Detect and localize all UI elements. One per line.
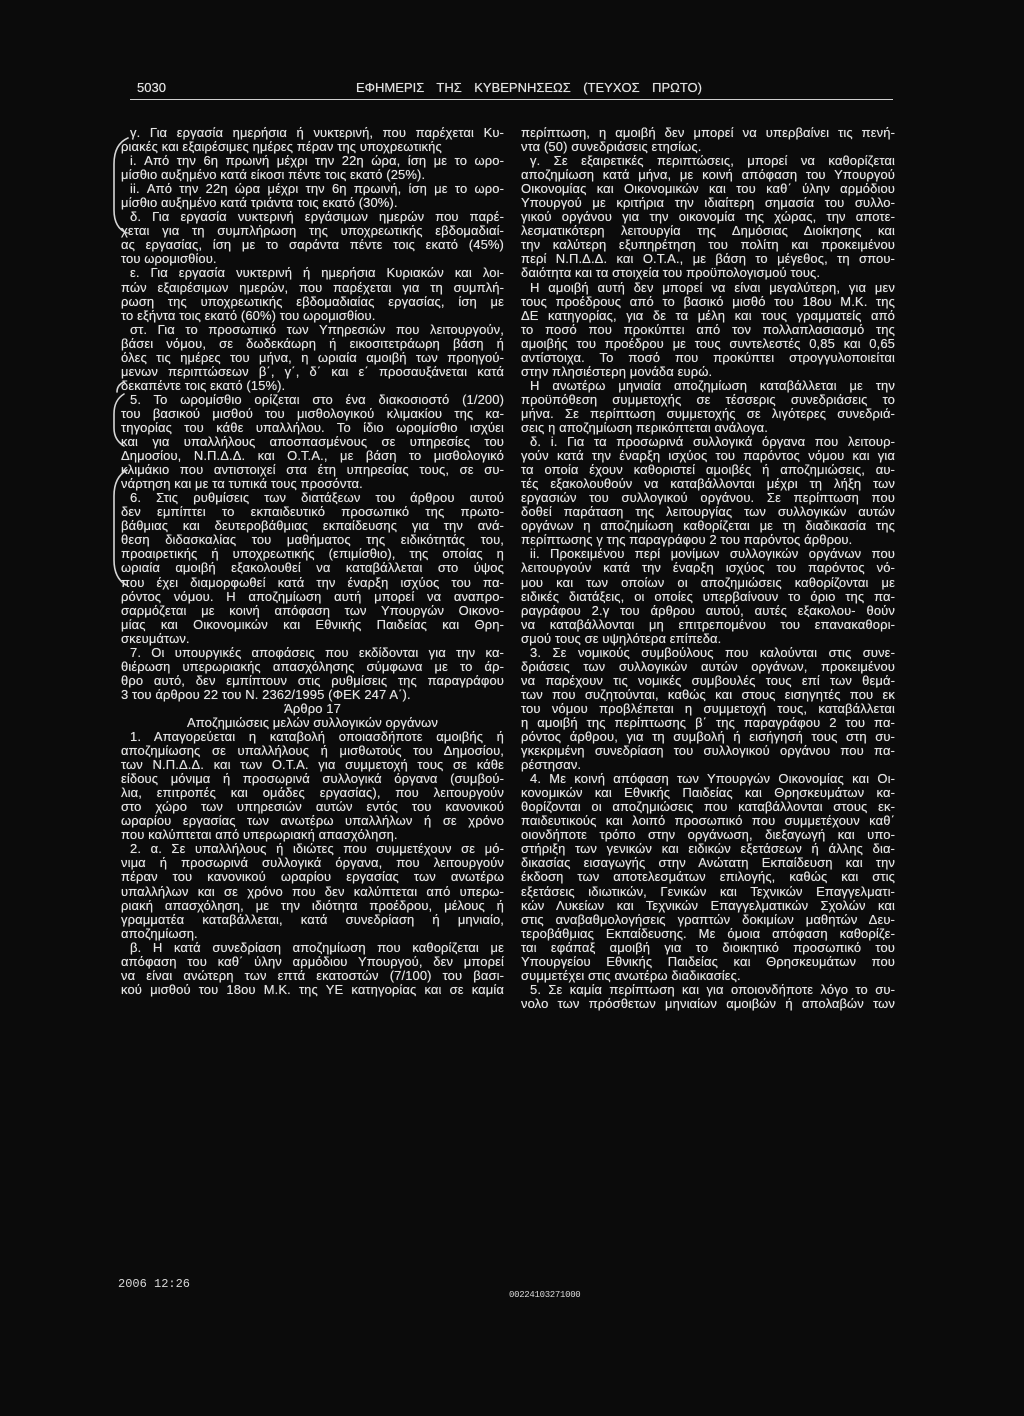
article-heading: Άρθρο 17 (284, 700, 341, 716)
text-line: τηγορίας του κάθε υπαλλήλου. Το ίδιο ωρομίσθιο ισχύει (121, 419, 504, 435)
text-line: Υπουργείου Εθνικής Παιδείας και Θρησκευμάτων που (521, 953, 895, 969)
text-line: απόφαση του καθ΄ ύλην αρμόδιου Υπουργού, δεν μπορεί (121, 953, 504, 969)
text-line: είδους μόνιμα ή προσωρινά συλλογικά όργανα (συμβού- (121, 771, 504, 787)
text-line: μενων περιπτώσεων β΄, γ΄, δ΄ και ε΄ προσαυξάνεται κατά (121, 363, 504, 379)
text-line: ριακές και εξαιρέσιμες ημέρες πέραν της υποχρεωτικής (121, 139, 442, 155)
text-line: ντα (50) συνεδριάσεις ετησίως. (521, 139, 702, 155)
text-line: ωριαία αμοιβή εξακολουθεί να καταβάλλεται στο ύψος (121, 560, 504, 576)
text-line: προαιρετικής ή υποχρεωτικής (επιμίσθιο), της οποίας η (121, 546, 504, 562)
paragraph (121, 182, 504, 210)
paragraph (121, 126, 504, 154)
paragraph (521, 154, 895, 280)
text-line: Δημοσίου, Ν.Π.Δ.Δ. και Ο.Τ.Α., με βάση το μισθολογικό (121, 448, 504, 464)
text-line: να παρέχουν τις νομικές συμβουλές τους επί των θεμά- (521, 672, 895, 688)
text-line: οιονδήποτε τρόπο στην οργάνωση, διεξαγωγή και υπο- (521, 827, 895, 843)
text-line: στο χώρο των υπηρεσιών αυτών εντός του κανονικού (121, 799, 504, 815)
page-number: 5030 (137, 80, 166, 95)
text-line: γ. Σε εξαιρετικές περιπτώσεις, μπορεί να καθορίζεται (530, 153, 895, 169)
text-line: 2. α. Σε υπαλλήλους ή ιδιώτες που συμμετέχουν σε μό- (130, 841, 504, 857)
text-line: μίσθιο αυξημένο κατά τριάντα τοις εκατό (30%). (121, 195, 398, 211)
text-line: οργάνων η αποζημίωση καθορίζεται με τη διαδικασία της (521, 518, 895, 534)
text-line: πέραν του κανονικού ωραρίου εργασίας των ανωτέρω (121, 869, 504, 885)
text-line: αποζημίωση. (121, 925, 198, 941)
text-line: να είναι ανώτερη των επτά εκατοστών (7/100) του βασι- (121, 967, 504, 983)
text-line: νάρτηση και με τα τυπικά τους προσόντα. (121, 476, 363, 492)
text-line: τεροβάθμιας Εκπαίδευσης. Με όμοια απόφαση καθορίζε- (521, 925, 895, 941)
text-line: τους προέδρους από το βασικό μισθό του 18ου Μ.Κ. της (521, 293, 895, 309)
text-line: γραμματέα καταβάλλεται, κατά συνεδρίαση ή μηνιαίο, (121, 911, 504, 927)
text-line: μου και των οποίων οι αποζημιώσεις καθορίζονται με (521, 574, 895, 590)
paragraph (521, 281, 895, 379)
text-line: ρόντος νόμου. Η αποζημίωση αυτή μπορεί να αναπρο- (121, 588, 504, 604)
text-line: ραγράφου 2.γ του άρθρου αυτού, αυτές εξακολου- θούν (521, 602, 895, 618)
text-line: δ. i. Για τα προσωρινά συλλογικά όργανα που λειτουρ- (530, 434, 895, 450)
text-line: εργασιών του συλλογικού οργάνου. Σε περίπτωση που (521, 490, 895, 506)
paragraph (521, 435, 895, 547)
text-line: σμού τους σε υψηλότερα επίπεδα. (521, 630, 722, 646)
text-line: νιμα ή προσωρινά συλλογικά όργανα, που λειτουργούν (121, 855, 504, 871)
text-line: το ποσό που προκύπτει από τον πολλαπλασιασμό της (521, 321, 895, 337)
text-line: θορίζονται οι αποζημιώσεις που καταβάλλονται στους εκ- (521, 799, 895, 815)
text-line: του ωρομισθίου. (121, 251, 217, 267)
text-line: i. Από την 6η πρωινή μέχρι την 22η ώρα, ίση με το ωρο- (130, 153, 504, 169)
text-line: δεν εμπίπτει το εκπαιδευτικό προσωπικό της πρωτο- (121, 504, 504, 520)
paragraph (521, 126, 895, 154)
text-line: θιέρωση υπερωριακής απασχόλησης σύμφωνα με το άρ- (121, 658, 504, 674)
paragraph (121, 646, 504, 702)
text-line: ρέστησαν. (521, 757, 582, 773)
text-line: β. Η κατά συνεδρίαση αποζημίωση που καθορίζεται με (130, 939, 504, 955)
text-line: η αμοιβή της περίπτωσης β΄ της παραγράφου 2 του πα- (521, 714, 895, 730)
text-line: ται εφάπαξ αμοιβή για το διοικητικό προσωπικό του (521, 939, 895, 955)
left-column (121, 126, 504, 997)
text-line: ρωση της υποχρεωτικής εβδομαδιαίας εργασίας, ίση με (121, 293, 504, 309)
paragraph (121, 393, 504, 491)
text-line: τές εξακολουθούν να καταβάλλονται μέχρι τη λήξη των (521, 476, 895, 492)
text-line: θεση διδασκαλίας του μαθήματος της ειδικότητάς του, (121, 532, 504, 548)
text-line: στήριξη των γενικών και ειδικών εξετάσεων ή άλλης δια- (521, 841, 895, 857)
text-line: χεται για τη συμπλήρωση της υποχρεωτικής εβδομαδιαί- (121, 223, 504, 239)
text-line: του βασικού μισθού του μισθολογικού κλιμακίου της κα- (121, 405, 504, 421)
text-line: σκευμάτων. (121, 630, 190, 646)
text-line: 6. Στις ρυθμίσεις των διατάξεων του άρθρου αυτού (130, 490, 504, 506)
text-line: γικού οργάνου για την οικονομία της χώρας, την αποτε- (521, 209, 895, 225)
text-line: που καλύπτεται από υπερωριακή απασχόληση. (121, 827, 398, 843)
text-line: γ. Για εργασία ημερήσια ή νυκτερινή, που παρέχεται Κυ- (130, 125, 504, 140)
text-line: περί Ν.Π.Δ.Δ. και Ο.Τ.Α., με βάση το μέγεθος, τη σπου- (521, 251, 895, 267)
paragraph (121, 491, 504, 646)
text-line: κού μισθού του 18ου Μ.Κ. της ΥΕ κατηγορίας και σε καμία (121, 981, 504, 997)
text-line: που έχει διαμορφωθεί κατά την έναρξη ισχύος του πα- (121, 574, 504, 590)
text-line: μίας και Οικονομικών και Εθνικής Παιδείας και Θρη- (121, 616, 504, 632)
text-line: έκδοση των αποτελεσμάτων επιλογής, καθώς και στις (521, 869, 895, 885)
text-line: το εξήντα τοις εκατό (60%) του ωρομισθίου. (121, 307, 376, 323)
article-heading: Αποζημιώσεις μελών συλλογικών οργάνων (186, 714, 439, 730)
fax-number: 00224103271000 (509, 1290, 581, 1300)
text-line: στην πλησιέστερη μονάδα ευρώ. (521, 363, 713, 379)
text-line: ειδικές διατάξεις, οι οποίες υπερβαίνουν το όριο της πα- (521, 588, 895, 604)
gazette-title: ΕΦΗΜΕΡΙΣ ΤΗΣ ΚΥΒΕΡΝΗΣΕΩΣ (ΤΕΥΧΟΣ ΠΡΩΤΟ) (356, 80, 702, 95)
text-line: περίπτωση, η αμοιβή δεν μπορεί να υπερβαίνει τις πενή- (521, 125, 895, 140)
text-line: όλες τις ημέρες του μήνα, η ωριαία αμοιβή των προηγού- (121, 349, 504, 365)
text-line: τα οποία έχουν καθοριστεί αμοιβές ή αποζημιώσεις, αυ- (521, 462, 895, 478)
paragraph (121, 266, 504, 322)
text-line: των που συζητούνται, καθώς και στους εισηγητές που εκ (521, 686, 895, 702)
text-line: Οικονομίας και Οικονομικών και του καθ΄ ύλην αρμόδιου (521, 181, 895, 197)
text-line: αποζημίωση κατά μήνα, με κοινή απόφαση του Υπουργού (521, 167, 895, 183)
text-line: 5. Το ωρομίσθιο ορίζεται στο ένα διακοσιοστό (1/200) (130, 391, 504, 407)
text-line: να καταβάλλονται μη επιτρεπομένου του επανακαθορι- (521, 616, 895, 632)
right-column (521, 126, 895, 1011)
text-line: μίσθιο αυξημένο κατά είκοσι πέντε τοις εκατό (25%). (121, 167, 426, 183)
text-line: βάσει νόμου, σε δωδεκάωρη ή εικοσιτετράωρη βάση ή (121, 335, 504, 351)
text-line: προϋπόθεση συμμετοχής σε τέσσερις συνεδριάσεις το (521, 391, 895, 407)
text-line: δαιότητα και τα στοιχεία του προϋπολογισμού τους. (521, 265, 821, 281)
text-line: λεσματικότερη λειτουργία της Δημόσιας Διοίκησης και (521, 223, 895, 239)
paragraph (121, 154, 504, 182)
text-line: κλιμάκιο που αντιστοιχεί στα έτη υπηρεσίας τους, σε συ- (121, 462, 504, 478)
text-line: γκεκριμένη συνεδρίαση του συλλογικού οργάνου που πα- (521, 743, 895, 759)
text-line: ας εργασίας, ίση με το σαράντα πέντε τοις εκατό (45%) (121, 237, 504, 253)
text-line: στ. Για το προσωπικό των Υπηρεσιών που λειτουργούν, (130, 321, 504, 337)
text-line: ε. Για εργασία νυκτερινή ή ημερήσια Κυριακών και λοι- (130, 265, 504, 281)
text-line: υπαλλήλων και σε χρόνο που δεν καλύπτεται από υπερω- (121, 883, 504, 899)
text-line: λια, επιτροπές και ομάδες εργασίας), που λειτουργούν (121, 785, 504, 801)
text-line: βάθμιας και δευτεροβάθμιας εκπαίδευσης για την ανά- (121, 518, 504, 534)
text-line: 4. Με κοινή απόφαση των Υπουργών Οικονομίας και Οι- (530, 771, 895, 787)
text-line: παιδευτικούς και λοιπό προσωπικό που συμμετέχουν καθ΄ (521, 813, 895, 829)
text-line: περίπτωσης γ της παραγράφου 2 του παρόντος άρθρου. (521, 532, 853, 548)
paragraph (521, 547, 895, 645)
text-line: νολο των πρόσθετων μηνιαίων αμοιβών ή απολαβών των (521, 995, 895, 1011)
paragraph (521, 379, 895, 435)
text-line: στις αναβαθμολογήσεις γραπτών δοκιμίων μαθητών Δευ- (521, 911, 895, 927)
paragraph (121, 323, 504, 393)
text-line: κών Λυκείων και Τεχνικών Επαγγελματικών Σχολών και (521, 897, 895, 913)
text-line: αντίστοιχα. Το ποσό που προκύπτει στρογγυλοποιείται (521, 349, 895, 365)
paragraph (121, 842, 504, 940)
text-line: ωραρίου εργασίας των ανωτέρω υπαλλήλων ή σε χρόνο (121, 813, 504, 829)
text-line: ριακή απασχόληση, με την ιδιότητα προέδρου, μέλους ή (121, 897, 504, 913)
text-line: κονομικών και Εθνικής Παιδείας και Θρησκευμάτων κα- (521, 785, 895, 801)
paragraph (521, 983, 895, 1011)
text-line: δικασίας εισαγωγής στην Ανώτατη Εκπαίδευση και την (521, 855, 895, 871)
text-line: 3. Σε νομικούς συμβούλους που καλούνται στις συνε- (530, 644, 895, 660)
text-line: δεκαπέντε τοις εκατό (15%). (121, 377, 286, 393)
fax-timestamp: 2006 12:26 (118, 1277, 191, 1291)
paragraph (521, 646, 895, 772)
text-line: και για υπαλλήλους αποσπασμένους σε υπηρεσίες του (121, 434, 504, 450)
text-line: 5. Σε καμία περίπτωση και για οποιονδήποτε λόγο το συ- (530, 981, 895, 997)
text-line: Υπουργού με κριτήρια την ιδιαίτερη σημασία του συλλο- (521, 195, 895, 211)
text-line: δριάσεις των συλλογικών αυτών οργάνων, προκειμένου (521, 658, 895, 674)
text-line: δοθεί παράταση της λειτουργίας των συλλογικών αυτών (521, 504, 895, 520)
text-line: 3 του άρθρου 22 του Ν. 2362/1995 (ΦΕΚ 247 Α΄). (121, 686, 411, 702)
text-line: την καλύτερη εξυπηρέτηση του πολίτη και προκειμένου (521, 237, 895, 253)
text-line: ΔΕ κατηγορίας, για δε τα μέλη και τους γραμματείς από (521, 307, 895, 323)
text-line: σεις η αποζημίωση περικόπτεται ανάλογα. (521, 419, 768, 435)
text-line: αποζημίωσης σε υπαλλήλους ή μισθωτούς του Δημοσίου, (121, 743, 504, 759)
text-line: ii. Από την 22η ώρα μέχρι την 6η πρωινή, ίση με το ωρο- (130, 181, 504, 197)
text-line: των Ν.Π.Δ.Δ. και των Ο.Τ.Α. για συμμετοχή τους σε κάθε (121, 757, 504, 773)
text-line: Η αμοιβή αυτή δεν μπορεί να είναι μεγαλύτερη, για μεν (530, 279, 895, 295)
text-line: ii. Προκειμένου περί μονίμων συλλογικών οργάνων που (530, 546, 895, 562)
text-line: αμοιβής του προέδρου με τους συντελεστές 0,85 και 0,65 (521, 335, 895, 351)
text-line: δ. Για εργασία νυκτερινή εργάσιμων ημερών που παρέ- (130, 209, 504, 225)
text-line: συμμετέχει στις ανωτέρω διαδικασίες. (521, 967, 741, 983)
header-rule (130, 99, 893, 100)
text-line: λειτουργούν κατά την έναρξη ισχύος του παρόντος νό- (521, 560, 895, 576)
text-line: θρο αυτό, δεν εμπίπτουν στις ρυθμίσεις της παραγράφου (121, 672, 504, 688)
text-line: 7. Οι υπουργικές αποφάσεις που εκδίδονται για την κα- (130, 644, 504, 660)
text-line: ρόντος άρθρου, για τη συμβολή ή εισήγησή τους στη συ- (521, 729, 895, 745)
text-line: μήνα. Σε περίπτωση συμμετοχής σε λιγότερες συνεδριά- (521, 405, 895, 421)
text-line: εξετάσεις ιδιωτικών, Γενικών και Τεχνικών Επαγγελματι- (521, 883, 895, 899)
paragraph (121, 941, 504, 997)
text-line: γούν κατά την έναρξη ισχύος του παρόντος νόμου και για (521, 448, 895, 464)
paragraph (521, 772, 895, 983)
paragraph (121, 730, 504, 842)
text-line: του νόμου προβλέπεται η συμμετοχή τους, καταβάλλεται (521, 700, 895, 716)
text-line: πών εξαιρέσιμων ημερών, που παρέχεται για τη συμπλή- (121, 279, 504, 295)
text-line: 1. Απαγορεύεται η καταβολή οποιασδήποτε αμοιβής ή (130, 729, 504, 745)
text-line: σαρμόζεται με κοινή απόφαση των Υπουργών Οικονο- (121, 602, 504, 618)
text-line: Η ανωτέρω μηνιαία αποζημίωση καταβάλλεται με την (530, 377, 895, 393)
paragraph (121, 210, 504, 266)
